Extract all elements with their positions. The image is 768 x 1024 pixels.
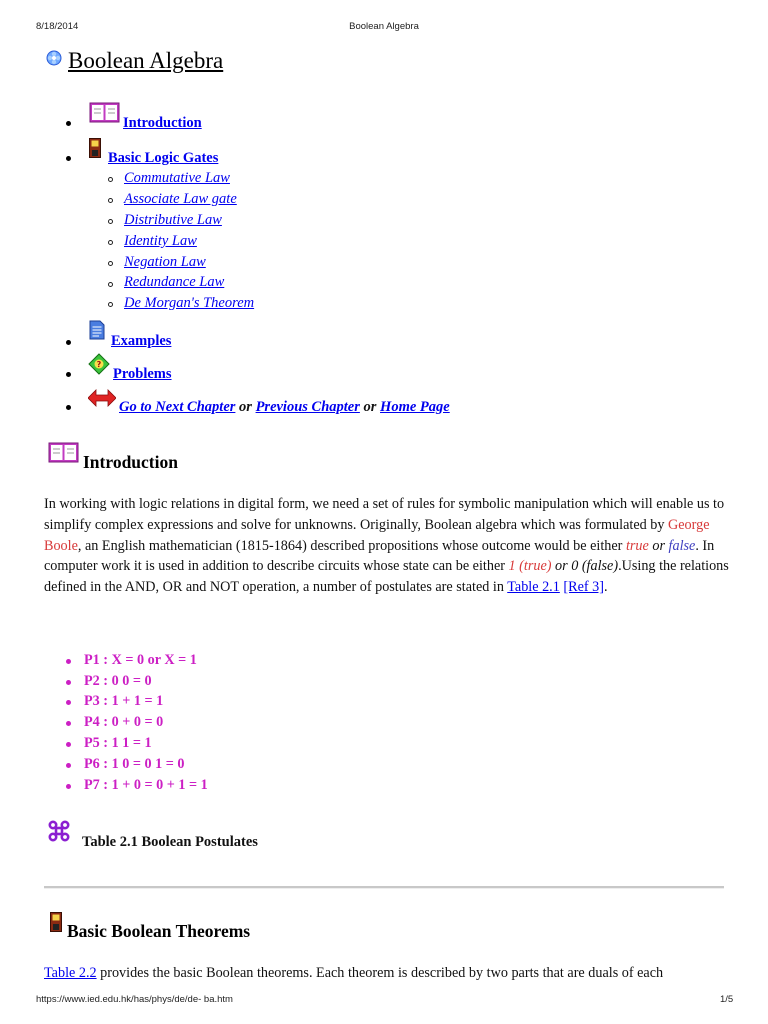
postulate-item: P3 : 1 + 1 = 1 bbox=[84, 693, 164, 709]
ref-3-link[interactable]: [Ref 3] bbox=[563, 579, 604, 596]
false-text: false bbox=[668, 537, 696, 554]
postulate-item: P4 : 0 + 0 = 0 bbox=[84, 714, 164, 730]
theorems-paragraph bbox=[44, 965, 663, 982]
paragraph-text: In working with logic relations in digital form, we need a set of rules for symbolic manipulation which will enable us to simplify complex expressions and solve for unknowns. Originally, Boolean algebra which was formulated by bbox=[44, 496, 725, 533]
list-circle bbox=[108, 282, 113, 287]
paragraph-text: .Using the relations defined in the AND, OR and NOT operation, a number of postulates are stated in bbox=[44, 558, 729, 596]
list-bullet bbox=[66, 372, 71, 377]
postulate-item: P6 : 1 0 = 0 1 = 0 bbox=[84, 756, 185, 772]
blue-flower-icon bbox=[46, 50, 62, 71]
postulate-item: P2 : 0 0 = 0 bbox=[84, 673, 152, 689]
nav-associate-law-link[interactable]: Associate Law gate bbox=[124, 191, 237, 207]
print-footer bbox=[0, 994, 768, 1008]
list-circle bbox=[108, 302, 113, 307]
list-bullet bbox=[66, 784, 71, 789]
one-true-text: 1 (true) bbox=[508, 558, 552, 575]
nav-basic-logic-gates-link[interactable]: Basic Logic Gates bbox=[108, 150, 219, 166]
postulate-item: P7 : 1 + 0 = 0 + 1 = 1 bbox=[84, 777, 208, 793]
george-boole-text: George Boole bbox=[44, 516, 710, 554]
print-page-number: 1/5 bbox=[720, 994, 734, 1005]
double-arrow-icon bbox=[88, 389, 116, 412]
nav-negation-law-link[interactable]: Negation Law bbox=[124, 254, 206, 270]
paragraph-text: , an English mathematician (1815-1864) described propositions whose outcome would be either bbox=[77, 537, 626, 554]
list-bullet bbox=[66, 721, 71, 726]
nav-problems-link[interactable]: Problems bbox=[113, 366, 172, 382]
table-2-1-link[interactable]: Table 2.1 bbox=[507, 579, 560, 596]
list-circle bbox=[108, 219, 113, 224]
page-title[interactable]: Boolean Algebra bbox=[68, 48, 224, 73]
command-key-icon bbox=[48, 820, 70, 847]
theorems-heading: Basic Boolean Theorems bbox=[67, 921, 251, 941]
or-text: or bbox=[551, 558, 572, 575]
nav-redundance-law-link[interactable]: Redundance Law bbox=[124, 274, 225, 290]
postulate-item: P1 : X = 0 or X = 1 bbox=[84, 652, 197, 668]
list-circle bbox=[108, 198, 113, 203]
nav-identity-law-link[interactable]: Identity Law bbox=[124, 233, 197, 249]
list-circle bbox=[108, 177, 113, 182]
list-bullet bbox=[66, 121, 71, 126]
period: . bbox=[603, 579, 608, 596]
or-text: or bbox=[648, 537, 669, 554]
list-bullet bbox=[66, 405, 71, 410]
table-caption: Table 2.1 Boolean Postulates bbox=[82, 834, 258, 850]
print-header bbox=[0, 21, 768, 35]
list-bullet bbox=[66, 659, 71, 664]
nav-separator: or bbox=[235, 399, 256, 415]
nav-links-line bbox=[119, 399, 450, 416]
paragraph-text: provides the basic Boolean theorems. Each theorem is described by two parts that are duals of each bbox=[96, 965, 664, 981]
list-bullet bbox=[66, 763, 71, 768]
nav-separator: or bbox=[359, 399, 381, 415]
list-circle bbox=[108, 261, 113, 266]
document-icon bbox=[89, 320, 105, 345]
svg-text:?: ? bbox=[96, 360, 102, 369]
list-bullet bbox=[66, 742, 71, 747]
nav-distributive-law-link[interactable]: Distributive Law bbox=[124, 212, 222, 228]
card-reader-icon bbox=[89, 138, 101, 163]
nav-introduction-link[interactable]: Introduction bbox=[123, 115, 202, 131]
print-title: Boolean Algebra bbox=[349, 21, 419, 32]
nav-examples-link[interactable]: Examples bbox=[111, 333, 172, 349]
zero-false-text: 0 (false) bbox=[571, 558, 619, 575]
nav-home-page-link[interactable]: Home Page bbox=[380, 399, 450, 415]
postulate-item: P5 : 1 1 = 1 bbox=[84, 735, 152, 751]
true-text: true bbox=[625, 537, 649, 554]
introduction-paragraph bbox=[44, 494, 730, 598]
table-2-2-link[interactable]: Table 2.2 bbox=[44, 965, 97, 981]
nav-de-morgans-theorem-link[interactable]: De Morgan's Theorem bbox=[124, 295, 255, 311]
print-date: 8/18/2014 bbox=[36, 21, 79, 32]
introduction-heading: Introduction bbox=[83, 452, 178, 472]
horizontal-divider bbox=[44, 886, 724, 889]
print-url: https://www.ied.edu.hk/has/phys/de/de- ba.htm bbox=[36, 994, 233, 1005]
open-book-icon bbox=[89, 102, 120, 129]
nav-next-chapter-link[interactable]: Go to Next Chapter bbox=[119, 399, 236, 415]
nav-commutative-law-link[interactable]: Commutative Law bbox=[124, 170, 230, 186]
paragraph-text: . In computer work it is used in addition to describe circuits whose state can be either bbox=[44, 537, 715, 575]
list-bullet bbox=[66, 340, 71, 345]
nav-previous-chapter-link[interactable]: Previous Chapter bbox=[255, 399, 360, 415]
list-bullet bbox=[66, 700, 71, 705]
question-diamond-icon bbox=[88, 353, 110, 380]
card-reader-icon bbox=[50, 912, 62, 937]
list-circle bbox=[108, 240, 113, 245]
open-book-icon bbox=[48, 442, 79, 469]
list-bullet bbox=[66, 680, 71, 685]
list-bullet bbox=[66, 156, 71, 161]
